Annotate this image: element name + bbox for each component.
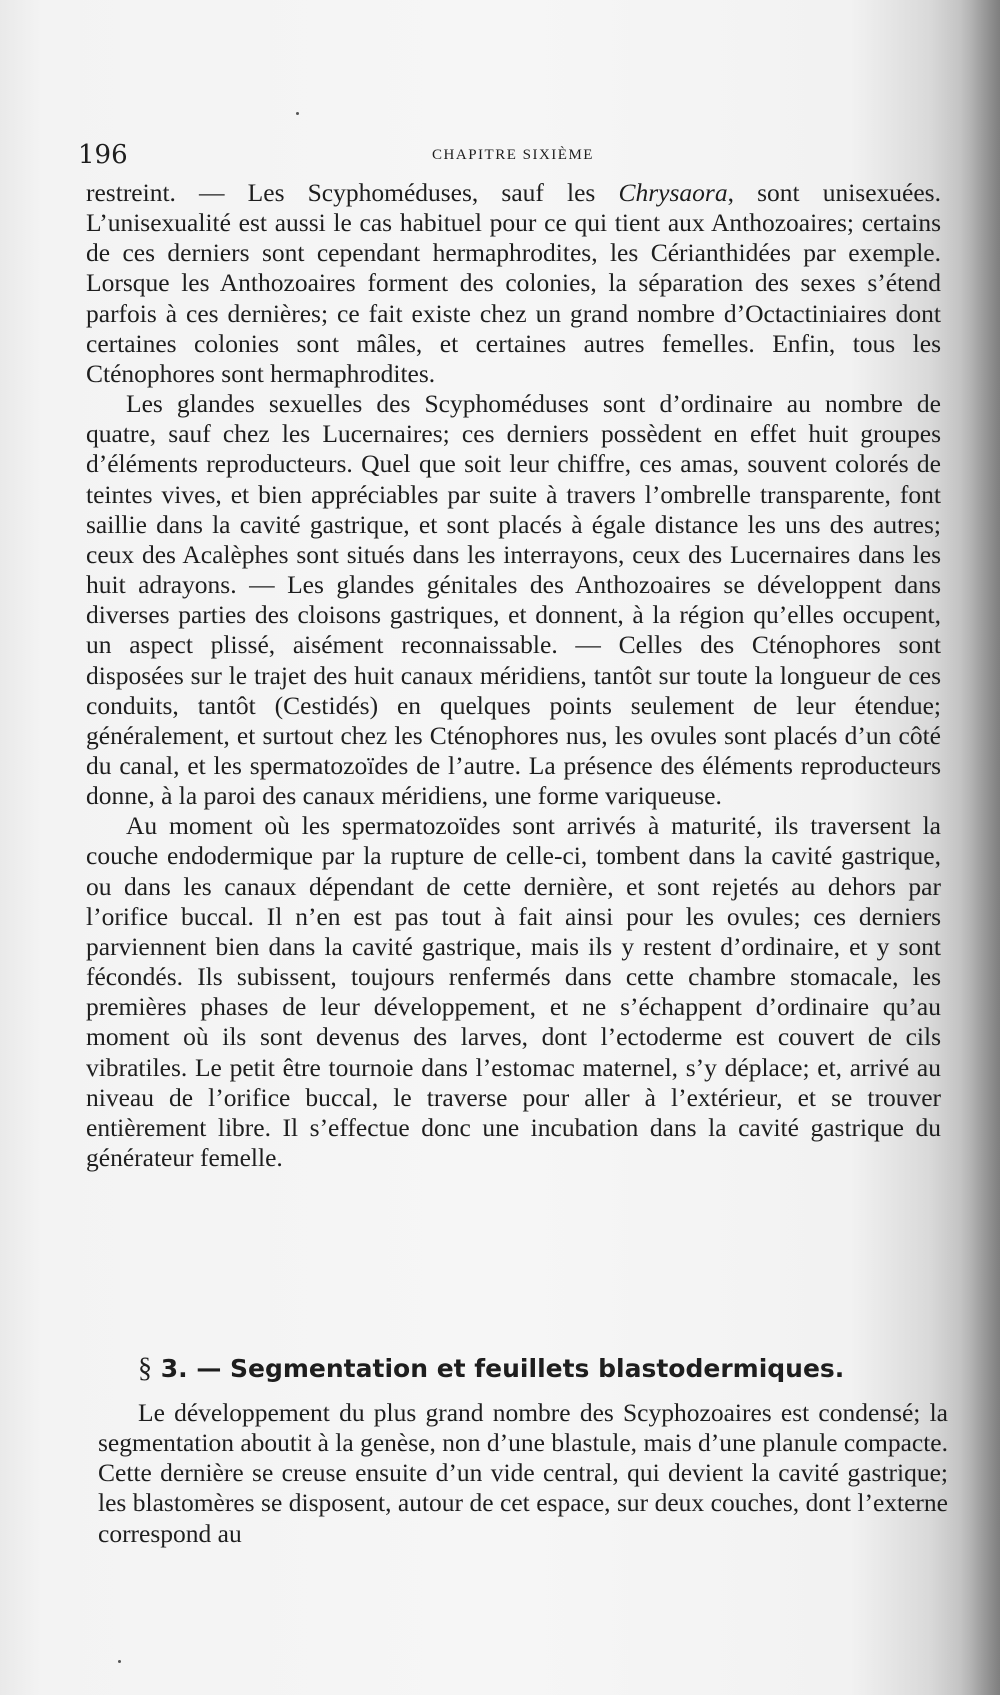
paragraph-sexes xyxy=(86,178,941,389)
page-header xyxy=(78,138,948,172)
paragraph-text: , sont unisexuées. L’unisexualité est aussi le cas habituel pour ce qui tient aux Anthozoaires; certains de ces derniers sont cependant hermaphrodites, les Cérianthidées par exemple. Lorsque les Anthozoaires forment des colonies, la séparation des sexes s’étend parfois à ces dernières; ce fait existe chez un grand nombre d’Octactiniaires dont certaines colonies sont mâles, et certaines autres femelles. Enfin, tous les Cténophores sont hermaphrodites. xyxy=(86,178,941,388)
section-title: 3. — Segmentation et feuillets blastodermiques. xyxy=(160,1354,845,1383)
paragraph-developpement: Le développement du plus grand nombre des Scyphozoaires est condensé; la segmentation aboutit à la genèse, non d’une blastule, mais d’une planule compacte. Cette dernière se creuse ensuite d’un vide central, qui devient la cavité gastrique; les blastomères se disposent, autour de cet espace, sur deux couches, dont l’externe correspond au xyxy=(98,1398,948,1548)
page-number: 196 xyxy=(78,140,128,170)
running-head: CHAPITRE SIXIÈME xyxy=(432,147,594,163)
paragraph-glandes: Les glandes sexuelles des Scyphoméduses sont d’ordinaire au nombre de quatre, sauf chez les Lucernaires; ces derniers possèdent en effet huit groupes d’éléments reproducteurs. Quel que soit leur chiffre, ces amas, souvent colorés de teintes vives, et bien appréciables par suite à travers l’ombrelle transparente, font saillie dans la cavité gastrique, et sont placés à égale distance les uns des autres; ceux des Acalèphes sont situés dans les interrayons, ceux des Lucernaires dans les huit adrayons. — Les glandes génitales des Anthozoaires se développent dans diverses parties des cloisons gastriques, et donnent, à la région qu’elles occupent, un aspect plissé, aisément reconnaissable. — Celles des Cténophores sont disposées sur le trajet des huit canaux méridiens, tantôt sur toute la longueur de ces conduits, tantôt (Cestidés) en quelques points seulement de leur étendue; généralement, et surtout chez les Cténophores nus, les ovules sont placés d’un côté du canal, et les spermatozoïdes de l’autre. La présence des éléments reproducteurs donne, à la paroi des canaux méridiens, une forme variqueuse. xyxy=(86,389,941,811)
ink-speck xyxy=(296,112,299,115)
body-text xyxy=(86,178,941,1173)
section-heading xyxy=(138,1352,948,1386)
ink-speck xyxy=(118,1660,121,1663)
genus-name: Chrysaora xyxy=(618,178,728,207)
paragraph-maturite: Au moment où les spermatozoïdes sont arrivés à maturité, ils traversent la couche endodermique par la rupture de celle-ci, tombent dans la cavité gastrique, ou dans les canaux dépendant de cette dernière, et sont rejetés au dehors par l’orifice buccal. Il n’en est pas tout à fait ainsi pour les ovules; ces derniers parviennent bien dans la cavité gastrique, mais ils y restent d’ordinaire, et y sont fécondés. Ils subissent, toujours renfermés dans cette chambre stomacale, les premières phases de leur développement, et ne s’échappent d’ordinaire qu’au moment où ils sont devenus des larves, dont l’ectoderme est couvert de cils vibratiles. Le petit être tournoie dans l’estomac maternel, s’y déplace; et, arrivé au niveau de l’orifice buccal, le traverse pour aller à l’extérieur, et se trouver entièrement libre. Il s’effectue donc une incubation dans la cavité gastrique du générateur femelle. xyxy=(86,811,941,1172)
paragraph-text: restreint. — Les Scyphoméduses, sauf les xyxy=(86,178,619,207)
section-body xyxy=(98,1398,948,1549)
page-gutter-shadow xyxy=(960,0,1000,1695)
section-mark: § xyxy=(138,1353,152,1384)
